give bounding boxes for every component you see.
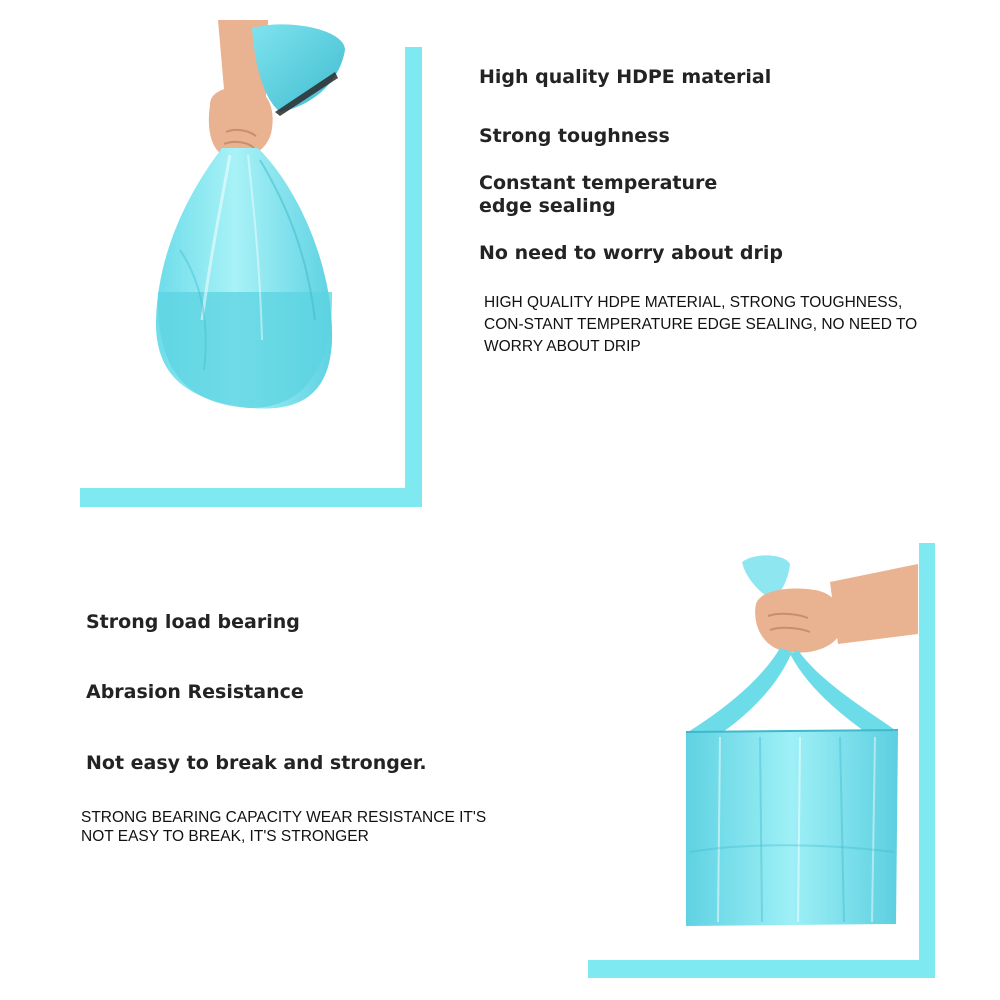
top-frame-vertical-line — [405, 47, 422, 507]
feature-no-drip: No need to worry about drip — [479, 242, 783, 264]
feature-abrasion-resistance: Abrasion Resistance — [86, 681, 304, 703]
feature-load-bearing: Strong load bearing — [86, 611, 300, 633]
hand-holding-full-bag-photo — [680, 552, 920, 932]
top-caption: HIGH QUALITY HDPE MATERIAL, STRONG TOUGHNESS, CON-STANT TEMPERATURE EDGE SEALING, NO NEED TO WORRY ABOUT DRIP — [484, 294, 918, 355]
bottom-frame-horizontal-line — [588, 960, 935, 978]
feature-strong-toughness: Strong toughness — [479, 125, 670, 147]
feature-edge-sealing: edge sealing — [479, 195, 616, 217]
feature-hdpe-material: High quality HDPE material — [479, 66, 772, 88]
feature-constant-temperature: Constant temperature — [479, 172, 718, 194]
bottom-caption: STRONG BEARING CAPACITY WEAR RESISTANCE IT'S NOT EASY TO BREAK, IT'S STRONGER — [81, 809, 487, 845]
feature-hard-to-break: Not easy to break and stronger. — [86, 752, 427, 774]
top-frame-horizontal-line — [80, 488, 422, 507]
bottom-frame-vertical-line — [919, 543, 935, 978]
hand-holding-bag-photo — [140, 20, 360, 420]
